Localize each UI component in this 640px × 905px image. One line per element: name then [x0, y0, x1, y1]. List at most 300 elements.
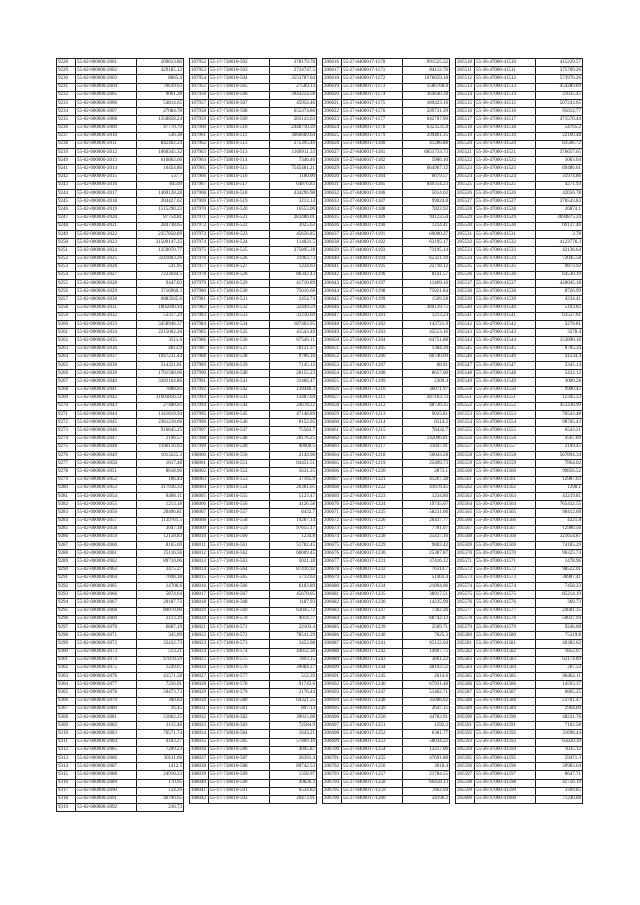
- row-amount: 31974.86: [536, 173, 583, 181]
- row-amount: 287.53: [536, 664, 583, 672]
- table-row: [323, 779, 450, 787]
- table-row: [323, 754, 450, 762]
- row-code: 55-27-8400017-1220: [342, 468, 403, 476]
- row-amount: 4813.9: [137, 345, 184, 353]
- table-row: [57, 533, 184, 541]
- row-amount: 19287.14: [270, 517, 317, 525]
- row-amount: 22718.12: [403, 263, 450, 271]
- row-code: 55-27-8400017-1219: [342, 460, 403, 468]
- row-code: 55-36-47000-41570: [475, 550, 536, 558]
- row-id: 206653: [323, 361, 342, 369]
- table-row: [323, 443, 450, 451]
- row-amount: 3000.28: [536, 378, 583, 386]
- row-id: 9282: [57, 501, 76, 509]
- row-amount: 507243.65: [536, 99, 583, 107]
- row-amount: 96325.74: [536, 550, 583, 558]
- row-code: 55-02-000000-2063: [76, 566, 137, 574]
- table-row: [456, 378, 583, 386]
- table-row: [57, 804, 184, 812]
- row-code: 55-17-718010-560: [209, 533, 270, 541]
- row-id: 9278: [57, 468, 76, 476]
- row-id: 107990: [190, 370, 209, 378]
- row-amount: 6851733.73: [403, 149, 450, 157]
- row-code: 55-17-718010-555: [209, 492, 270, 500]
- row-code: 55-02-000000-2026: [76, 263, 137, 271]
- table-row: [190, 583, 317, 591]
- row-amount: 16.45: [137, 705, 184, 713]
- row-amount: 8618.96: [137, 468, 184, 476]
- row-amount: 1187.93: [270, 599, 317, 607]
- table-row: [190, 402, 317, 410]
- row-id: 206679: [323, 574, 342, 582]
- row-id: 205539: [456, 296, 475, 304]
- row-id: 9272: [57, 419, 76, 427]
- row-code: 55-17-718010-511: [209, 132, 270, 140]
- row-amount: 124.26: [137, 787, 184, 795]
- row-id: 205515: [456, 99, 475, 107]
- table-row: [456, 583, 583, 591]
- row-amount: 4567.89: [536, 435, 583, 443]
- row-code: 55-27-8400017-1221: [342, 476, 403, 484]
- row-amount: 78432.7: [403, 427, 450, 435]
- row-amount: 1160911.33: [270, 149, 317, 157]
- row-amount: 45678.05: [270, 591, 317, 599]
- row-amount: 216.73: [137, 804, 184, 812]
- row-id: 107967: [190, 181, 209, 189]
- row-id: 108031: [190, 705, 209, 713]
- table-row: [190, 623, 317, 631]
- table-row: [190, 673, 317, 681]
- row-code: 55-36-47000-41572: [475, 566, 536, 574]
- table-row: [190, 214, 317, 222]
- table-block-2: [189, 58, 317, 804]
- row-code: 55-36-47000-41573: [475, 574, 536, 582]
- table-row: [323, 419, 450, 427]
- row-code: 55-02-000000-2032: [76, 312, 137, 320]
- table-row: [190, 656, 317, 664]
- row-amount: 7698.18: [137, 574, 184, 582]
- row-code: 55-17-718010-502: [209, 59, 270, 67]
- row-amount: 41267.38: [403, 476, 450, 484]
- row-amount: 1643.21: [270, 730, 317, 738]
- row-id: 9287: [57, 542, 76, 550]
- table-row: [57, 476, 184, 484]
- row-amount: 87754.81: [137, 214, 184, 222]
- row-id: 205553: [456, 411, 475, 419]
- ledger-sheet: [56, 58, 584, 843]
- row-id: 205527: [456, 198, 475, 206]
- row-id: 9309: [57, 722, 76, 730]
- row-amount: 94123.54: [403, 214, 450, 222]
- table-row: [456, 689, 583, 697]
- table-block-3: [322, 58, 450, 804]
- row-id: 9254: [57, 271, 76, 279]
- table-row: [456, 640, 583, 648]
- row-amount: 4321.8: [536, 517, 583, 525]
- row-amount: 1213.24: [403, 312, 450, 320]
- table-row: [456, 394, 583, 402]
- table-row: [323, 361, 450, 369]
- row-code: 55-02-000000-2042: [76, 394, 137, 402]
- row-code: 55-17-718010-542: [209, 386, 270, 394]
- table-row: [190, 664, 317, 672]
- row-code: 55-02-000000-2037: [76, 353, 137, 361]
- row-code: 55-36-47000-41533: [475, 247, 536, 255]
- row-code: 55-17-718010-550: [209, 452, 270, 460]
- row-amount: 369.73: [536, 599, 583, 607]
- table-row: [57, 402, 184, 410]
- row-amount: 3553787.64: [270, 75, 317, 83]
- table-row: [57, 779, 184, 787]
- row-code: 55-17-718010-558: [209, 517, 270, 525]
- row-id: 107960: [190, 124, 209, 132]
- row-amount: 8657.08: [403, 370, 450, 378]
- table-row: [190, 206, 317, 214]
- row-amount: 765432.55: [536, 501, 583, 509]
- row-amount: 38917.51: [403, 591, 450, 599]
- row-amount: 21784.55: [403, 771, 450, 779]
- row-id: 107988: [190, 353, 209, 361]
- row-amount: 8726.99: [536, 288, 583, 296]
- row-id: 205517: [456, 116, 475, 124]
- row-code: 55-36-47000-41547: [475, 361, 536, 369]
- row-code: 55-17-718010-562: [209, 550, 270, 558]
- row-amount: 9803.42: [403, 542, 450, 550]
- table-row: [323, 83, 450, 91]
- table-row: [190, 329, 317, 337]
- row-code: 55-36-47000-41566: [475, 517, 536, 525]
- row-id: 107962: [190, 140, 209, 148]
- row-amount: 91743.6: [270, 681, 317, 689]
- table-row: [456, 509, 583, 517]
- row-id: 108014: [190, 566, 209, 574]
- row-code: 55-36-47000-41522: [475, 157, 536, 165]
- row-amount: 114021.5: [270, 239, 317, 247]
- row-id: 9285: [57, 525, 76, 533]
- table-row: [57, 329, 184, 337]
- row-code: 55-17-718010-509: [209, 116, 270, 124]
- row-amount: 8065.4: [137, 75, 184, 83]
- row-amount: 31847.91: [403, 443, 450, 451]
- row-id: 205587: [456, 689, 475, 697]
- row-id: 206649: [323, 329, 342, 337]
- row-code: 55-27-8400017-1186: [342, 190, 403, 198]
- row-amount: 471570.44: [536, 116, 583, 124]
- row-amount: 284738.65: [137, 222, 184, 230]
- row-amount: 8432.7: [270, 509, 317, 517]
- table-row: [57, 443, 184, 451]
- row-amount: 2734747.5: [270, 67, 317, 75]
- table-row: [57, 640, 184, 648]
- row-code: 55-27-8400017-1211: [342, 394, 403, 402]
- table-row: [190, 149, 317, 157]
- table-row: [323, 574, 450, 582]
- row-code: 55-27-8400017-1225: [342, 509, 403, 517]
- row-code: 55-17-718010-526: [209, 255, 270, 263]
- row-amount: 44783.91: [403, 714, 450, 722]
- row-amount: 21035.45: [536, 91, 583, 99]
- row-id: 206665: [323, 460, 342, 468]
- table-row: [190, 640, 317, 648]
- row-id: 108027: [190, 673, 209, 681]
- row-amount: 275395.46: [270, 140, 317, 148]
- row-id: 108001: [190, 460, 209, 468]
- table-row: [456, 206, 583, 214]
- row-code: 55-27-8400017-1250: [342, 714, 403, 722]
- table-row: [57, 345, 184, 353]
- row-id: 206704: [323, 779, 342, 787]
- row-id: 206676: [323, 550, 342, 558]
- table-row: [456, 165, 583, 173]
- row-id: 206627: [323, 149, 342, 157]
- row-amount: 7545481.21: [270, 165, 317, 173]
- row-amount: 1013225.3: [137, 452, 184, 460]
- table-row: [456, 402, 583, 410]
- row-code: 55-36-47000-41585: [475, 673, 536, 681]
- row-id: 206639: [323, 247, 342, 255]
- row-amount: 541.95: [137, 263, 184, 271]
- row-id: 108029: [190, 689, 209, 697]
- row-amount: 2113.39: [137, 615, 184, 623]
- row-id: 9266: [57, 370, 76, 378]
- row-code: 55-36-47000-41521: [475, 149, 536, 157]
- row-code: 55-36-47000-41557: [475, 443, 536, 451]
- row-amount: 78131.37: [270, 345, 317, 353]
- row-amount: 14706.6: [137, 583, 184, 591]
- table-row: [323, 681, 450, 689]
- table-row: [456, 386, 583, 394]
- table-row: [57, 288, 184, 296]
- row-code: 55-27-8400017-1226: [342, 517, 403, 525]
- row-amount: 98522.01: [536, 566, 583, 574]
- row-amount: 1063.04: [536, 157, 583, 165]
- table-row: [456, 754, 583, 762]
- row-id: 205529: [456, 214, 475, 222]
- row-id: 206640: [323, 255, 342, 263]
- row-id: 205565: [456, 509, 475, 517]
- row-code: 55-27-8400017-1204: [342, 337, 403, 345]
- row-id: 9294: [57, 599, 76, 607]
- row-id: 9229: [57, 67, 76, 75]
- table-row: [456, 288, 583, 296]
- row-amount: 7781.07: [403, 525, 450, 533]
- row-code: 55-27-8400017-1172: [342, 75, 403, 83]
- table-row: [323, 411, 450, 419]
- table-row: [57, 222, 184, 230]
- row-id: 206662: [323, 435, 342, 443]
- row-amount: 2964.09: [536, 705, 583, 713]
- row-amount: 2448710.39: [270, 124, 317, 132]
- row-id: 9290: [57, 566, 76, 574]
- row-code: 55-02-000000-2029: [76, 288, 137, 296]
- row-code: 55-27-8400017-1218: [342, 452, 403, 460]
- row-id: 107965: [190, 165, 209, 173]
- row-code: 55-02-000000-2028: [76, 280, 137, 288]
- table-row: [190, 222, 317, 230]
- row-id: 205563: [456, 492, 475, 500]
- row-id: 108039: [190, 771, 209, 779]
- table-row: [190, 787, 317, 795]
- table-row: [456, 615, 583, 623]
- row-amount: 9873.92: [536, 263, 583, 271]
- row-id: 206685: [323, 623, 342, 631]
- row-id: 205544: [456, 337, 475, 345]
- row-code: 55-36-47000-41582: [475, 648, 536, 656]
- table-row: [57, 730, 184, 738]
- table-row: [190, 370, 317, 378]
- row-id: 206680: [323, 583, 342, 591]
- row-amount: 991525.32: [403, 59, 450, 67]
- row-code: 55-17-718010-545: [209, 411, 270, 419]
- row-amount: 63195.17: [403, 239, 450, 247]
- table-row: [190, 632, 317, 640]
- row-id: 107961: [190, 132, 209, 140]
- row-id: 206664: [323, 452, 342, 460]
- table-row: [57, 190, 184, 198]
- row-amount: 20187.73: [137, 599, 184, 607]
- row-amount: 80870.00: [137, 607, 184, 615]
- row-id: 9303: [57, 673, 76, 681]
- row-amount: 89486.61: [536, 165, 583, 173]
- row-amount: 74185.29: [536, 542, 583, 550]
- row-code: 55-27-8400017-1179: [342, 132, 403, 140]
- row-id: 205562: [456, 484, 475, 492]
- table-block-4: [455, 58, 583, 804]
- table-row: [57, 689, 184, 697]
- row-id: 107986: [190, 337, 209, 345]
- table-row: [190, 181, 317, 189]
- table-row: [323, 468, 450, 476]
- row-code: 55-17-718010-536: [209, 337, 270, 345]
- row-id: 205511: [456, 67, 475, 75]
- row-amount: 20406.81: [137, 509, 184, 517]
- row-amount: 12158.83: [137, 533, 184, 541]
- row-code: 55-02-000000-2071: [76, 632, 137, 640]
- row-amount: 434296.98: [270, 190, 317, 198]
- row-code: 55-27-8400017-1201: [342, 312, 403, 320]
- row-code: 55-36-47000-41536: [475, 271, 536, 279]
- row-id: 206641: [323, 263, 342, 271]
- row-amount: 84599: [137, 181, 184, 189]
- table-row: [57, 705, 184, 713]
- table-row: [190, 566, 317, 574]
- table-row: [190, 484, 317, 492]
- row-code: 55-27-8400017-1228: [342, 533, 403, 541]
- row-id: 205589: [456, 705, 475, 713]
- table-row: [190, 230, 317, 238]
- table-row: [57, 206, 184, 214]
- row-amount: 1076659.18: [403, 75, 450, 83]
- table-row: [456, 304, 583, 312]
- row-code: 55-17-718010-567: [209, 591, 270, 599]
- row-id: 9292: [57, 583, 76, 591]
- row-code: 55-02-000000-2002: [76, 67, 137, 75]
- row-code: 55-17-718010-541: [209, 378, 270, 386]
- row-code: 55-27-8400017-1215: [342, 427, 403, 435]
- row-code: 55-02-000000-2035: [76, 337, 137, 345]
- row-id: 205597: [456, 771, 475, 779]
- row-amount: 6314.2: [403, 419, 450, 427]
- row-amount: 1234.86: [403, 492, 450, 500]
- table-row: [323, 108, 450, 116]
- row-code: 55-36-47000-41556: [475, 435, 536, 443]
- row-amount: 31963.73: [270, 255, 317, 263]
- row-id: 205510: [456, 59, 475, 67]
- row-amount: 8765.34: [536, 345, 583, 353]
- row-id: 107976: [190, 255, 209, 263]
- table-row: [190, 304, 317, 312]
- table-row: [57, 787, 184, 795]
- row-code: 55-36-47000-41514: [475, 91, 536, 99]
- row-id: 206648: [323, 321, 342, 329]
- row-amount: 27589.13: [270, 83, 317, 91]
- row-code: 55-36-47000-41535: [475, 263, 536, 271]
- row-id: 107981: [190, 296, 209, 304]
- row-id: 108019: [190, 607, 209, 615]
- row-id: 206687: [323, 640, 342, 648]
- table-row: [57, 255, 184, 263]
- table-row: [57, 714, 184, 722]
- row-amount: 41543.49: [270, 329, 317, 337]
- row-amount: 16454.86: [137, 165, 184, 173]
- row-code: 55-17-718010-548: [209, 435, 270, 443]
- row-code: 55-02-000000-2083: [76, 730, 137, 738]
- table-row: [190, 476, 317, 484]
- row-amount: 2454.74: [270, 296, 317, 304]
- row-amount: 2215002.26: [137, 329, 184, 337]
- row-code: 55-27-8400017-1249: [342, 705, 403, 713]
- row-code: 55-17-718010-588: [209, 763, 270, 771]
- row-amount: 24678.22: [270, 402, 317, 410]
- row-amount: 90000.5: [270, 443, 317, 451]
- row-id: 108008: [190, 517, 209, 525]
- row-id: 206618: [323, 75, 342, 83]
- row-code: 55-17-718010-520: [209, 206, 270, 214]
- row-id: 9241: [57, 165, 76, 173]
- row-code: 55-02-000000-2019: [76, 206, 137, 214]
- table-row: [456, 108, 583, 116]
- table-row: [456, 247, 583, 255]
- row-code: 55-02-000000-2008: [76, 116, 137, 124]
- table-row: [456, 714, 583, 722]
- row-id: 9296: [57, 615, 76, 623]
- row-id: 205516: [456, 108, 475, 116]
- row-id: 206689: [323, 656, 342, 664]
- row-id: 9262: [57, 337, 76, 345]
- row-id: 205568: [456, 533, 475, 541]
- table-row: [323, 673, 450, 681]
- row-amount: 2873.1: [403, 468, 450, 476]
- row-id: 206644: [323, 288, 342, 296]
- row-code: 55-17-718010-535: [209, 329, 270, 337]
- row-id: 9269: [57, 394, 76, 402]
- row-id: 205578: [456, 615, 475, 623]
- table-row: [456, 681, 583, 689]
- row-code: 55-36-47000-41593: [475, 738, 536, 746]
- row-code: 55-02-000000-2021: [76, 222, 137, 230]
- row-amount: 3511.6: [137, 337, 184, 345]
- row-amount: 537.7: [137, 173, 184, 181]
- row-code: 55-36-47000-41530: [475, 222, 536, 230]
- row-code: 55-17-718010-532: [209, 304, 270, 312]
- row-id: 205572: [456, 566, 475, 574]
- table-row: [323, 656, 450, 664]
- table-row: [456, 337, 583, 345]
- row-id: 206652: [323, 353, 342, 361]
- table-row: [190, 738, 317, 746]
- row-code: 55-27-8400017-1254: [342, 746, 403, 754]
- row-amount: 60000.27: [403, 230, 450, 238]
